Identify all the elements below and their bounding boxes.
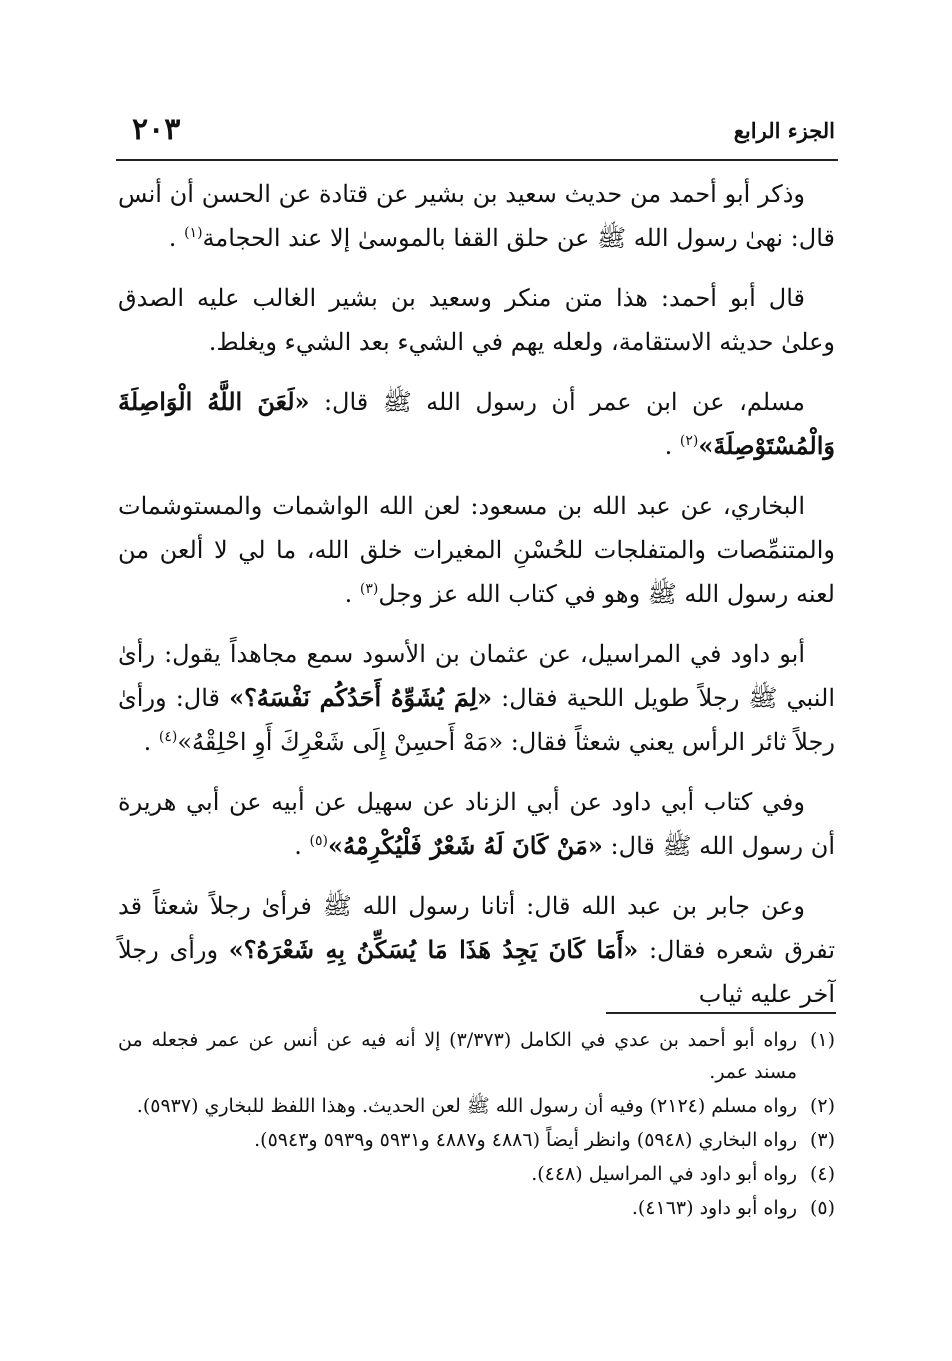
footnote-text: رواه أبو أحمد بن عدي في الكامل (٣/٣٧٣) إلا أنه فيه عن أنس عن عمر فجعله من مسند عمر. [118,1029,797,1083]
header-divider [116,159,838,161]
footnote-ref: (٣) [359,581,379,597]
footnote-3 [118,1124,835,1156]
paragraph-end: . [294,832,310,860]
footnote-number: (٤) [809,1163,835,1185]
paragraph-6 [118,780,835,868]
footnotes [118,1024,835,1226]
footnote-divider [606,1012,836,1014]
footnote-text: رواه أبو داود (٤١٦٣). [631,1197,797,1219]
paragraph-text: قال أبو أحمد: هذا متن منكر وسعيد بن بشير الغالب عليه الصدق وعلىٰ حديثه الاستقامة، ولعله يهم في الشيء بعد الشيء ويغلط. [118,284,835,356]
footnote-2 [118,1090,835,1122]
footnote-text: رواه أبو داود في المراسيل (٤٤٨). [531,1163,797,1185]
paragraph-7 [118,884,835,1016]
footnote-ref: (٤) [158,729,178,745]
footnote-number: (١) [809,1029,835,1051]
paragraph-text: وعن جابر بن عبد الله قال: أتانا رسول الله ﷺ فرأىٰ رجلاً شعثاً قد تفرق شعره فقال: [118,892,836,964]
footnote-number: (٣) [809,1129,835,1151]
paragraph-1 [118,172,835,260]
footnote-5 [118,1192,835,1224]
footnote-1 [118,1024,835,1088]
footnote-number: (٢) [809,1095,835,1117]
paragraph-2 [118,276,835,364]
hadith-quote: «مَنْ كَانَ لَهُ شَعْرٌ فَلْيُكْرِمْهُ» [328,831,603,860]
footnote-text: رواه مسلم (٢١٢٤) وفيه أن رسول الله ﷺ لعن الحديث. وهذا اللفظ للبخاري (٥٩٣٧). [136,1095,797,1117]
paragraph-continuation: ورأى رجلاً آخر عليه ثياب [118,936,835,1008]
hadith-quote: «لِمَ يُشَوِّهُ أَحَدُكُم نَفْسَهُ؟» [229,683,493,712]
paragraph-text: وذكر أبو أحمد من حديث سعيد بن بشير عن قتادة عن الحسن أن أنس قال: نهىٰ رسول الله ﷺ عن حلق القفا بالموسىٰ إلا عند الحجامة [118,180,835,252]
footnote-4 [118,1158,835,1190]
section-title: الجزء الرابع [733,118,835,143]
paragraph-4 [118,484,835,616]
paragraph-text: مسلم، عن ابن عمر أن رسول الله ﷺ قال: [309,388,805,416]
paragraph-5 [118,632,835,764]
footnote-text: رواه البخاري (٥٩٤٨) وانظر أيضاً (٤٨٨٦ و٤٨٨٧ و٥٩٣١ و٥٩٣٩ و٥٩٤٣). [254,1129,797,1151]
paragraph-end: . [168,224,185,252]
paragraph-continuation: قال: ورأىٰ رجلاً ثائر الرأس يعني شعثاً فقال: «مَهْ أَحسِنْ إِلَى شَعْرِكَ أَوِ احْلِقْهُ» [118,684,835,756]
paragraph-text: أبو داود في المراسيل، عن عثمان بن الأسود سمع مجاهداً يقول: رأىٰ النبي ﷺ رجلاً طويل اللحية فقال: [118,640,836,712]
paragraph-text: وفي كتاب أبي داود عن أبي الزناد عن سهيل عن أبيه عن أبي هريرة أن رسول الله ﷺ قال: [118,788,835,860]
paragraph-3 [118,380,835,468]
paragraph-end: . [344,580,360,608]
footnote-ref: (٢) [679,433,699,449]
paragraph-end: . [664,432,680,460]
page-number: ٢٠٣ [132,112,181,147]
paragraph-text: البخاري، عن عبد الله بن مسعود: لعن الله الواشمات والمستوشمات والمتنمِّصات والمتفلجات للحُسْنِ المغيرات خلق الله، ما لي لا ألعن من لعنه رسول الله ﷺ وهو في كتاب الله عز وجل [118,492,835,608]
hadith-quote: «لَعَنَ اللَّهُ الْوَاصِلَةَ وَالْمُسْتَوْصِلَةَ» [118,387,835,460]
footnote-number: (٥) [809,1197,835,1219]
hadith-quote: «أَمَا كَانَ يَجِدُ هَذَا مَا يُسَكِّنُ بِهِ شَعْرَهُ؟» [228,935,639,964]
paragraph-end: . [143,728,159,756]
page-header [118,112,835,156]
footnote-ref: (٥) [309,833,329,849]
footnote-ref: (١) [184,225,203,241]
main-text [118,172,835,1032]
